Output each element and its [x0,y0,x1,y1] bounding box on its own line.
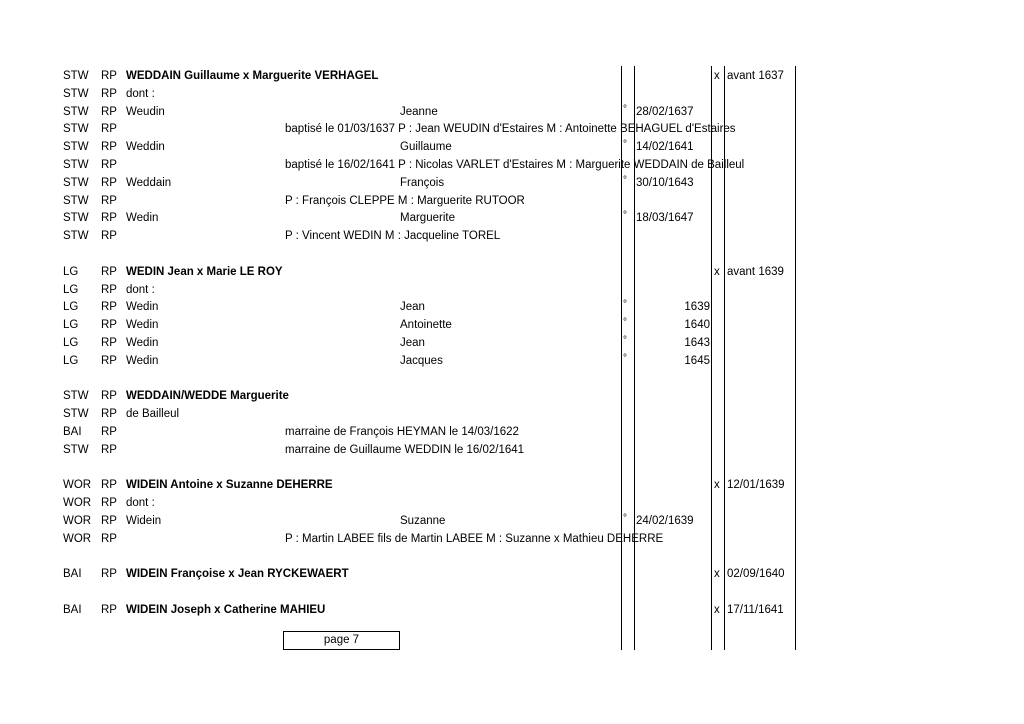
marriage-date: avant 1639 [727,265,784,278]
register-code: RP [101,265,117,278]
entry-row [0,334,1024,352]
baptism-year: 1643 [684,337,710,349]
register-code: RP [101,87,117,100]
entry-row [0,601,1024,619]
source-code: WOR [63,532,92,545]
entry-row [0,174,1024,192]
entry-row [0,298,1024,316]
surname-cell: WIDEIN Antoine x Suzanne DEHERRE [126,479,333,492]
blank-row [0,245,1024,263]
register-code: RP [101,479,117,492]
source-code: WOR [63,497,92,510]
baptism-date: 18/03/1647 [636,212,694,225]
register-code: RP [101,354,117,367]
entry-row [0,192,1024,210]
baptism-symbol: ° [623,299,627,311]
marriage-date: 17/11/1641 [727,604,784,616]
note-cell: P : Vincent WEDIN M : Jacqueline TOREL [285,230,501,243]
register-code: RP [101,159,117,171]
baptism-symbol: ° [623,103,627,115]
register-code: RP [101,123,117,136]
entry-row [0,530,1024,548]
surname-cell: WEDDAIN Guillaume x Marguerite VERHAGEL [126,70,379,82]
source-code: STW [63,194,89,207]
source-code: BAI [63,426,82,438]
baptism-symbol: ° [623,352,627,364]
source-code: STW [63,159,89,171]
entry-row [0,352,1024,370]
firstname-cell: Suzanne [400,515,446,527]
marriage-date: avant 1637 [727,70,784,82]
surname-cell: Widein [126,515,162,527]
register-code: RP [101,319,117,332]
baptism-symbol: ° [623,335,627,346]
source-code: BAI [63,568,82,581]
marriage-mark: x [714,604,720,616]
register-code: RP [101,194,117,207]
register-code: RP [101,532,117,545]
source-code: STW [63,230,89,243]
source-code: LG [63,337,79,349]
surname-cell: WIDEIN Françoise x Jean RYCKEWAERT [126,568,349,581]
source-code: STW [63,390,89,403]
baptism-symbol: ° [623,210,627,222]
register-code: RP [101,443,117,456]
source-code: LG [63,319,79,332]
baptism-year: 1640 [684,319,710,332]
register-code: RP [101,604,117,616]
firstname-cell: François [400,176,445,189]
surname-cell: Wedin [126,354,159,367]
source-code: LG [63,283,79,296]
surname-cell: WEDIN Jean x Marie LE ROY [126,265,283,278]
register-code: RP [101,283,117,296]
source-code: STW [63,141,89,154]
surname-cell: WIDEIN Joseph x Catherine MAHIEU [126,604,326,616]
entry-row [0,67,1024,85]
register-code: RP [101,426,117,438]
entry-row [0,387,1024,405]
baptism-date: 28/02/1637 [636,105,694,118]
surname-cell: de Bailleul [126,408,180,421]
entry-row [0,512,1024,530]
surname-cell: Weddin [126,141,165,154]
entry-row [0,441,1024,459]
page-number-box [283,631,400,650]
entry-row [0,405,1024,423]
source-code: BAI [63,604,82,616]
surname-cell: Weddain [126,176,172,189]
source-code: LG [63,301,79,314]
page-number: page 7 [323,634,360,646]
register-code: RP [101,515,117,527]
baptism-date: 14/02/1641 [636,141,694,154]
firstname-cell: Jean [400,301,425,314]
entry-row [0,316,1024,334]
surname-cell: Weudin [126,105,165,118]
source-code: STW [63,105,89,118]
baptism-symbol: ° [623,139,627,151]
register-code: RP [101,390,117,403]
note-cell: marraine de Guillaume WEDDIN le 16/02/1641 [285,443,525,456]
source-code: WOR [63,479,92,492]
firstname-cell: Antoinette [400,319,452,332]
marriage-mark: x [714,265,720,278]
register-code: RP [101,568,117,581]
source-code: STW [63,87,89,100]
marriage-date: 02/09/1640 [727,568,785,581]
register-code: RP [101,105,117,118]
source-code: STW [63,408,89,421]
source-code: STW [63,176,89,189]
source-code: STW [63,70,89,82]
entry-row [0,476,1024,494]
baptism-date: 24/02/1639 [636,515,694,527]
entry-row [0,120,1024,138]
baptism-symbol: ° [623,513,627,524]
firstname-cell: Marguerite [400,212,455,225]
register-code: RP [101,337,117,349]
register-code: RP [101,408,117,421]
entry-row [0,263,1024,281]
entry-row [0,85,1024,103]
entry-row [0,494,1024,512]
baptism-symbol: ° [623,174,627,186]
register-code: RP [101,301,117,314]
surname-cell: Wedin [126,319,159,332]
firstname-cell: Jacques [400,354,443,367]
register-code: RP [101,497,117,510]
source-code: LG [63,265,79,278]
blank-row [0,548,1024,566]
note-cell: P : Martin LABEE fils de Martin LABEE M : Suzanne x Mathieu DEHERRE [285,532,664,545]
register-code: RP [101,70,117,82]
source-code: STW [63,212,89,225]
surname-cell: Wedin [126,301,159,314]
note-cell: P : François CLEPPE M : Marguerite RUTOOR [285,194,525,207]
source-code: STW [63,443,89,456]
surname-cell: Wedin [126,212,159,225]
entry-row [0,281,1024,299]
register-code: RP [101,141,117,154]
source-code: LG [63,354,79,367]
surname-cell: dont : [126,87,155,100]
surname-cell: Wedin [126,337,159,349]
entry-row [0,103,1024,121]
baptism-symbol: ° [623,317,627,329]
entry-row [0,138,1024,156]
blank-row [0,583,1024,601]
marriage-mark: x [714,70,720,82]
entry-row [0,423,1024,441]
surname-cell: WEDDAIN/WEDDE Marguerite [126,390,289,403]
marriage-date: 12/01/1639 [727,479,785,492]
firstname-cell: Jeanne [400,105,438,118]
surname-cell: dont : [126,283,155,296]
source-code: STW [63,123,89,136]
register-code: RP [101,212,117,225]
marriage-mark: x [714,479,720,492]
source-code: WOR [63,515,92,527]
entry-row [0,565,1024,583]
register-code: RP [101,230,117,243]
marriage-mark: x [714,568,720,581]
note-cell: baptisé le 01/03/1637 P : Jean WEUDIN d'Estaires M : Antoinette BEHAGUEL d'Estaires [285,123,736,136]
note-cell: baptisé le 16/02/1641 P : Nicolas VARLET d'Estaires M : Marguerite WEDDAIN de Bailleul [285,159,745,171]
blank-row [0,459,1024,477]
surname-cell: dont : [126,497,155,510]
register-code: RP [101,176,117,189]
baptism-year: 1639 [684,301,710,314]
entry-row [0,156,1024,174]
firstname-cell: Guillaume [400,141,452,154]
entry-row [0,209,1024,227]
blank-row [0,370,1024,388]
note-cell: marraine de François HEYMAN le 14/03/1622 [285,426,519,438]
firstname-cell: Jean [400,337,425,349]
entry-row [0,227,1024,245]
baptism-year: 1645 [684,354,710,367]
baptism-date: 30/10/1643 [636,176,694,189]
